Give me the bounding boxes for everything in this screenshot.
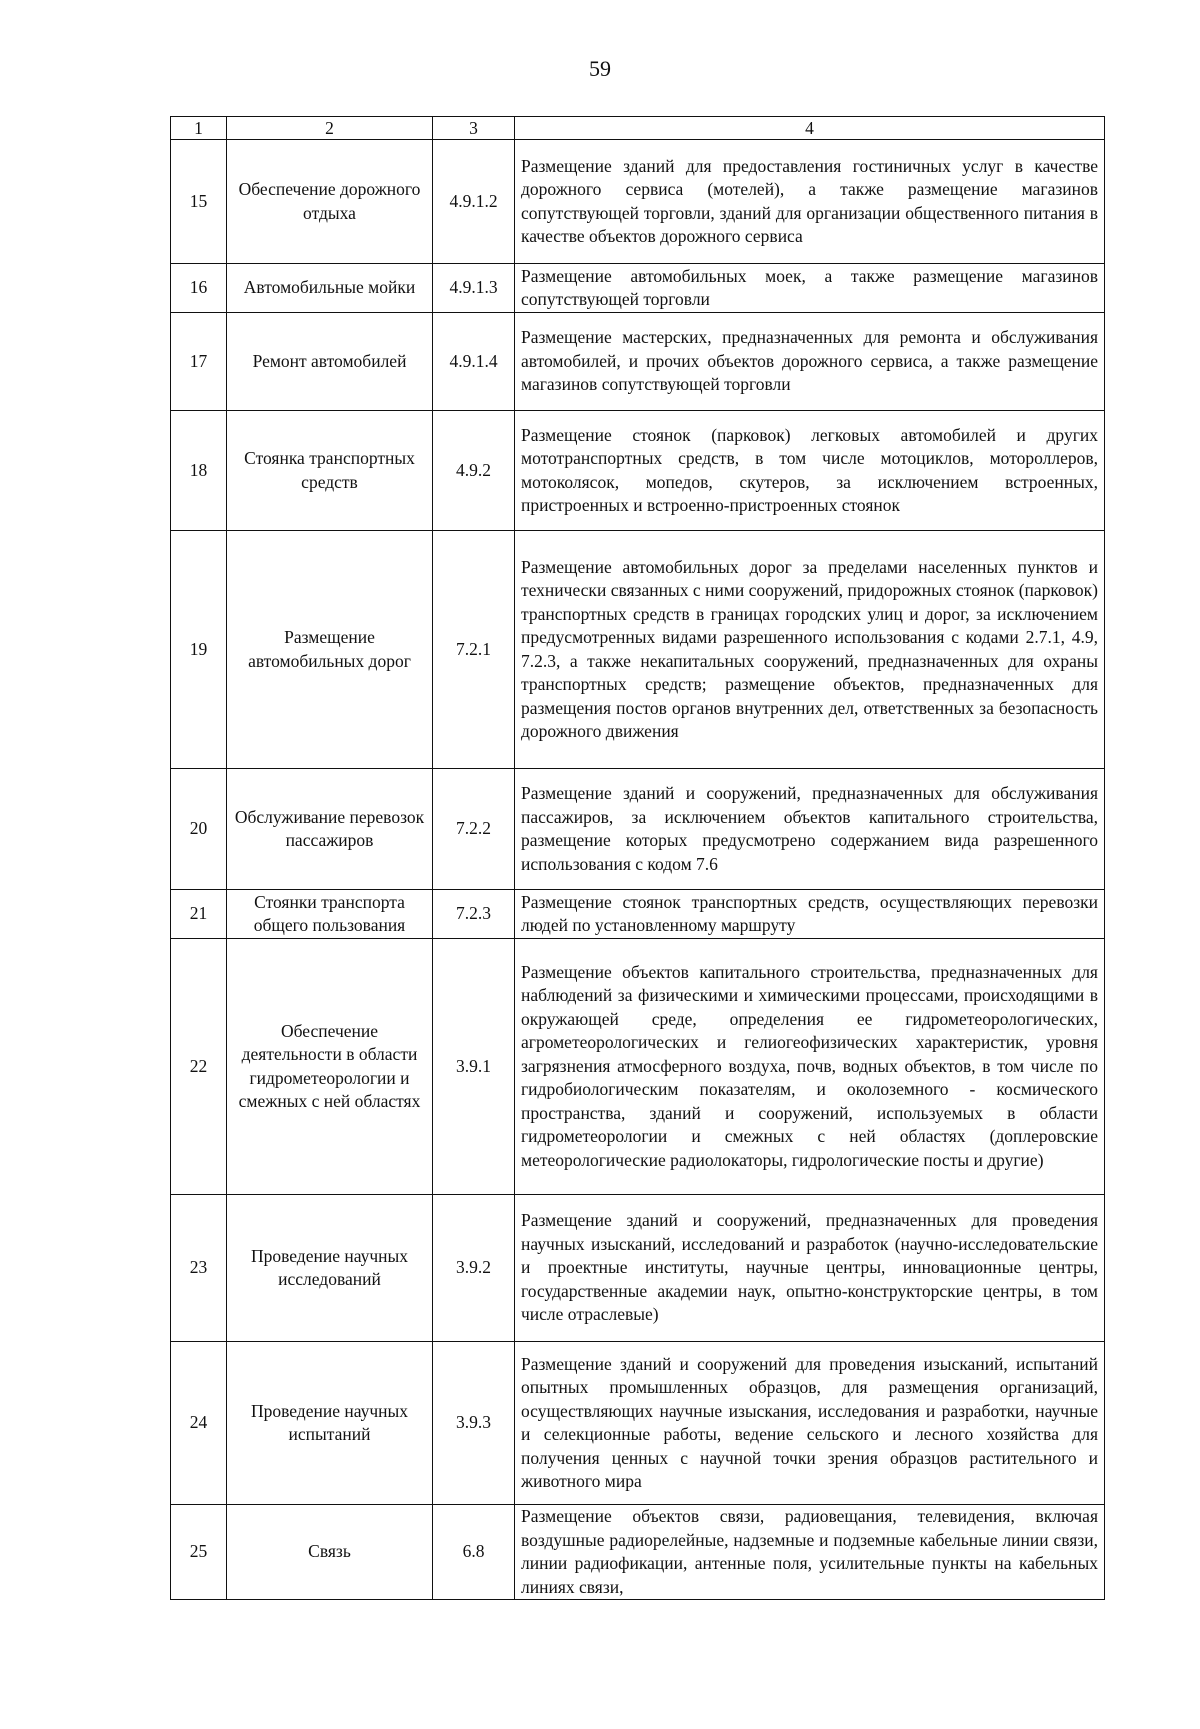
table-row bbox=[171, 1342, 1105, 1505]
use-type-code: 4.9.1.3 bbox=[433, 264, 515, 313]
header-col-1: 1 bbox=[171, 117, 227, 140]
row-number: 20 bbox=[171, 769, 227, 890]
table-row bbox=[171, 313, 1105, 411]
use-type-name: Проведение научных исследований bbox=[227, 1195, 433, 1342]
use-type-description: Размещение зданий для предоставления гостиничных услуг в качестве дорожного сервиса (мотелей), а также размещение магазинов сопутствующей торговли, зданий для организации общественного питания в качестве объектов дорожного сервиса bbox=[515, 140, 1105, 264]
use-type-name: Стоянки транспорта общего пользования bbox=[227, 890, 433, 939]
use-type-name: Обслуживание перевозок пассажиров bbox=[227, 769, 433, 890]
table-row bbox=[171, 939, 1105, 1195]
use-type-name: Обеспечение деятельности в области гидрометеорологии и смежных с ней областях bbox=[227, 939, 433, 1195]
header-col-4: 4 bbox=[515, 117, 1105, 140]
table-row bbox=[171, 140, 1105, 264]
use-type-code: 3.9.2 bbox=[433, 1195, 515, 1342]
use-type-name: Автомобильные мойки bbox=[227, 264, 433, 313]
use-type-name: Размещение автомобильных дорог bbox=[227, 531, 433, 769]
use-type-description: Размещение зданий и сооружений, предназначенных для обслуживания пассажиров, за исключением объектов капитального строительства, размещение которых предусмотрено содержанием вида разрешенного использования с кодом 7.6 bbox=[515, 769, 1105, 890]
table-row bbox=[171, 531, 1105, 769]
use-type-code: 7.2.1 bbox=[433, 531, 515, 769]
header-row bbox=[171, 117, 1105, 140]
use-type-code: 7.2.3 bbox=[433, 890, 515, 939]
row-number: 17 bbox=[171, 313, 227, 411]
use-type-name: Связь bbox=[227, 1505, 433, 1600]
header-col-3: 3 bbox=[433, 117, 515, 140]
row-number: 15 bbox=[171, 140, 227, 264]
use-type-name: Обеспечение дорожного отдыха bbox=[227, 140, 433, 264]
row-number: 16 bbox=[171, 264, 227, 313]
row-number: 23 bbox=[171, 1195, 227, 1342]
use-type-description: Размещение автомобильных моек, а также размещение магазинов сопутствующей торговли bbox=[515, 264, 1105, 313]
use-type-description: Размещение стоянок транспортных средств, осуществляющих перевозки людей по установленному маршруту bbox=[515, 890, 1105, 939]
table-row bbox=[171, 1195, 1105, 1342]
use-type-name: Стоянка транспортных средств bbox=[227, 411, 433, 531]
use-type-description: Размещение мастерских, предназначенных для ремонта и обслуживания автомобилей, и прочих объектов дорожного сервиса, а также размещение магазинов сопутствующей торговли bbox=[515, 313, 1105, 411]
table-row bbox=[171, 890, 1105, 939]
use-type-code: 4.9.2 bbox=[433, 411, 515, 531]
use-type-code: 7.2.2 bbox=[433, 769, 515, 890]
page-number: 59 bbox=[589, 56, 611, 81]
use-type-name: Ремонт автомобилей bbox=[227, 313, 433, 411]
row-number: 21 bbox=[171, 890, 227, 939]
use-type-code: 4.9.1.4 bbox=[433, 313, 515, 411]
use-type-description: Размещение зданий и сооружений, предназначенных для проведения научных изысканий, исследований и разработок (научно-исследовательские и проектные институты, научные центры, инновационные центры, государственные академии наук, опытно-конструкторские центры, в том числе отраслевые) bbox=[515, 1195, 1105, 1342]
use-type-name: Проведение научных испытаний bbox=[227, 1342, 433, 1505]
use-type-description: Размещение стоянок (парковок) легковых автомобилей и других мототранспортных средств, в том числе мотоциклов, мотороллеров, мотоколясок, мопедов, скутеров, за исключением встроенных, пристроенных и встроенно-пристроенных стоянок bbox=[515, 411, 1105, 531]
use-type-description: Размещение зданий и сооружений для проведения изысканий, испытаний опытных промышленных образцов, для размещения организаций, осуществляющих научные изыскания, исследования и разработки, научные и селекционные работы, ведение сельского и лесного хозяйства для получения ценных с научной точки зрения образцов растительного и животного мира bbox=[515, 1342, 1105, 1505]
row-number: 24 bbox=[171, 1342, 227, 1505]
table-row bbox=[171, 1505, 1105, 1600]
use-type-code: 3.9.1 bbox=[433, 939, 515, 1195]
table-row bbox=[171, 769, 1105, 890]
land-use-table bbox=[170, 116, 1105, 1600]
use-type-code: 4.9.1.2 bbox=[433, 140, 515, 264]
table-row bbox=[171, 411, 1105, 531]
use-type-code: 3.9.3 bbox=[433, 1342, 515, 1505]
row-number: 18 bbox=[171, 411, 227, 531]
row-number: 19 bbox=[171, 531, 227, 769]
use-type-code: 6.8 bbox=[433, 1505, 515, 1600]
use-type-description: Размещение объектов капитального строительства, предназначенных для наблюдений за физическими и химическими процессами, происходящими в окружающей среде, определения ее гидрометеорологических, агрометеорологических и гелиогеофизических характеристик, уровня загрязнения атмосферного воздуха, почв, водных объектов, в том числе по гидробиологическим показателям, и околоземного - космического пространства, зданий и сооружений, используемых в области гидрометеорологии и смежных с ней областях (доплеровские метеорологические радиолокаторы, гидрологические посты и другие) bbox=[515, 939, 1105, 1195]
header-col-2: 2 bbox=[227, 117, 433, 140]
use-type-description: Размещение объектов связи, радиовещания, телевидения, включая воздушные радиорелейные, надземные и подземные кабельные линии связи, линии радиофикации, антенные поля, усилительные пункты на кабельных линиях связи, bbox=[515, 1505, 1105, 1600]
use-type-description: Размещение автомобильных дорог за пределами населенных пунктов и технически связанных с ними сооружений, придорожных стоянок (парковок) транспортных средств в границах городских улиц и дорог, за исключением предусмотренных видами разрешенного использования с кодами 2.7.1, 4.9, 7.2.3, а также некапитальных сооружений, предназначенных для охраны транспортных средств; размещение объектов, предназначенных для размещения постов органов внутренних дел, ответственных за безопасность дорожного движения bbox=[515, 531, 1105, 769]
row-number: 22 bbox=[171, 939, 227, 1195]
table-row bbox=[171, 264, 1105, 313]
row-number: 25 bbox=[171, 1505, 227, 1600]
